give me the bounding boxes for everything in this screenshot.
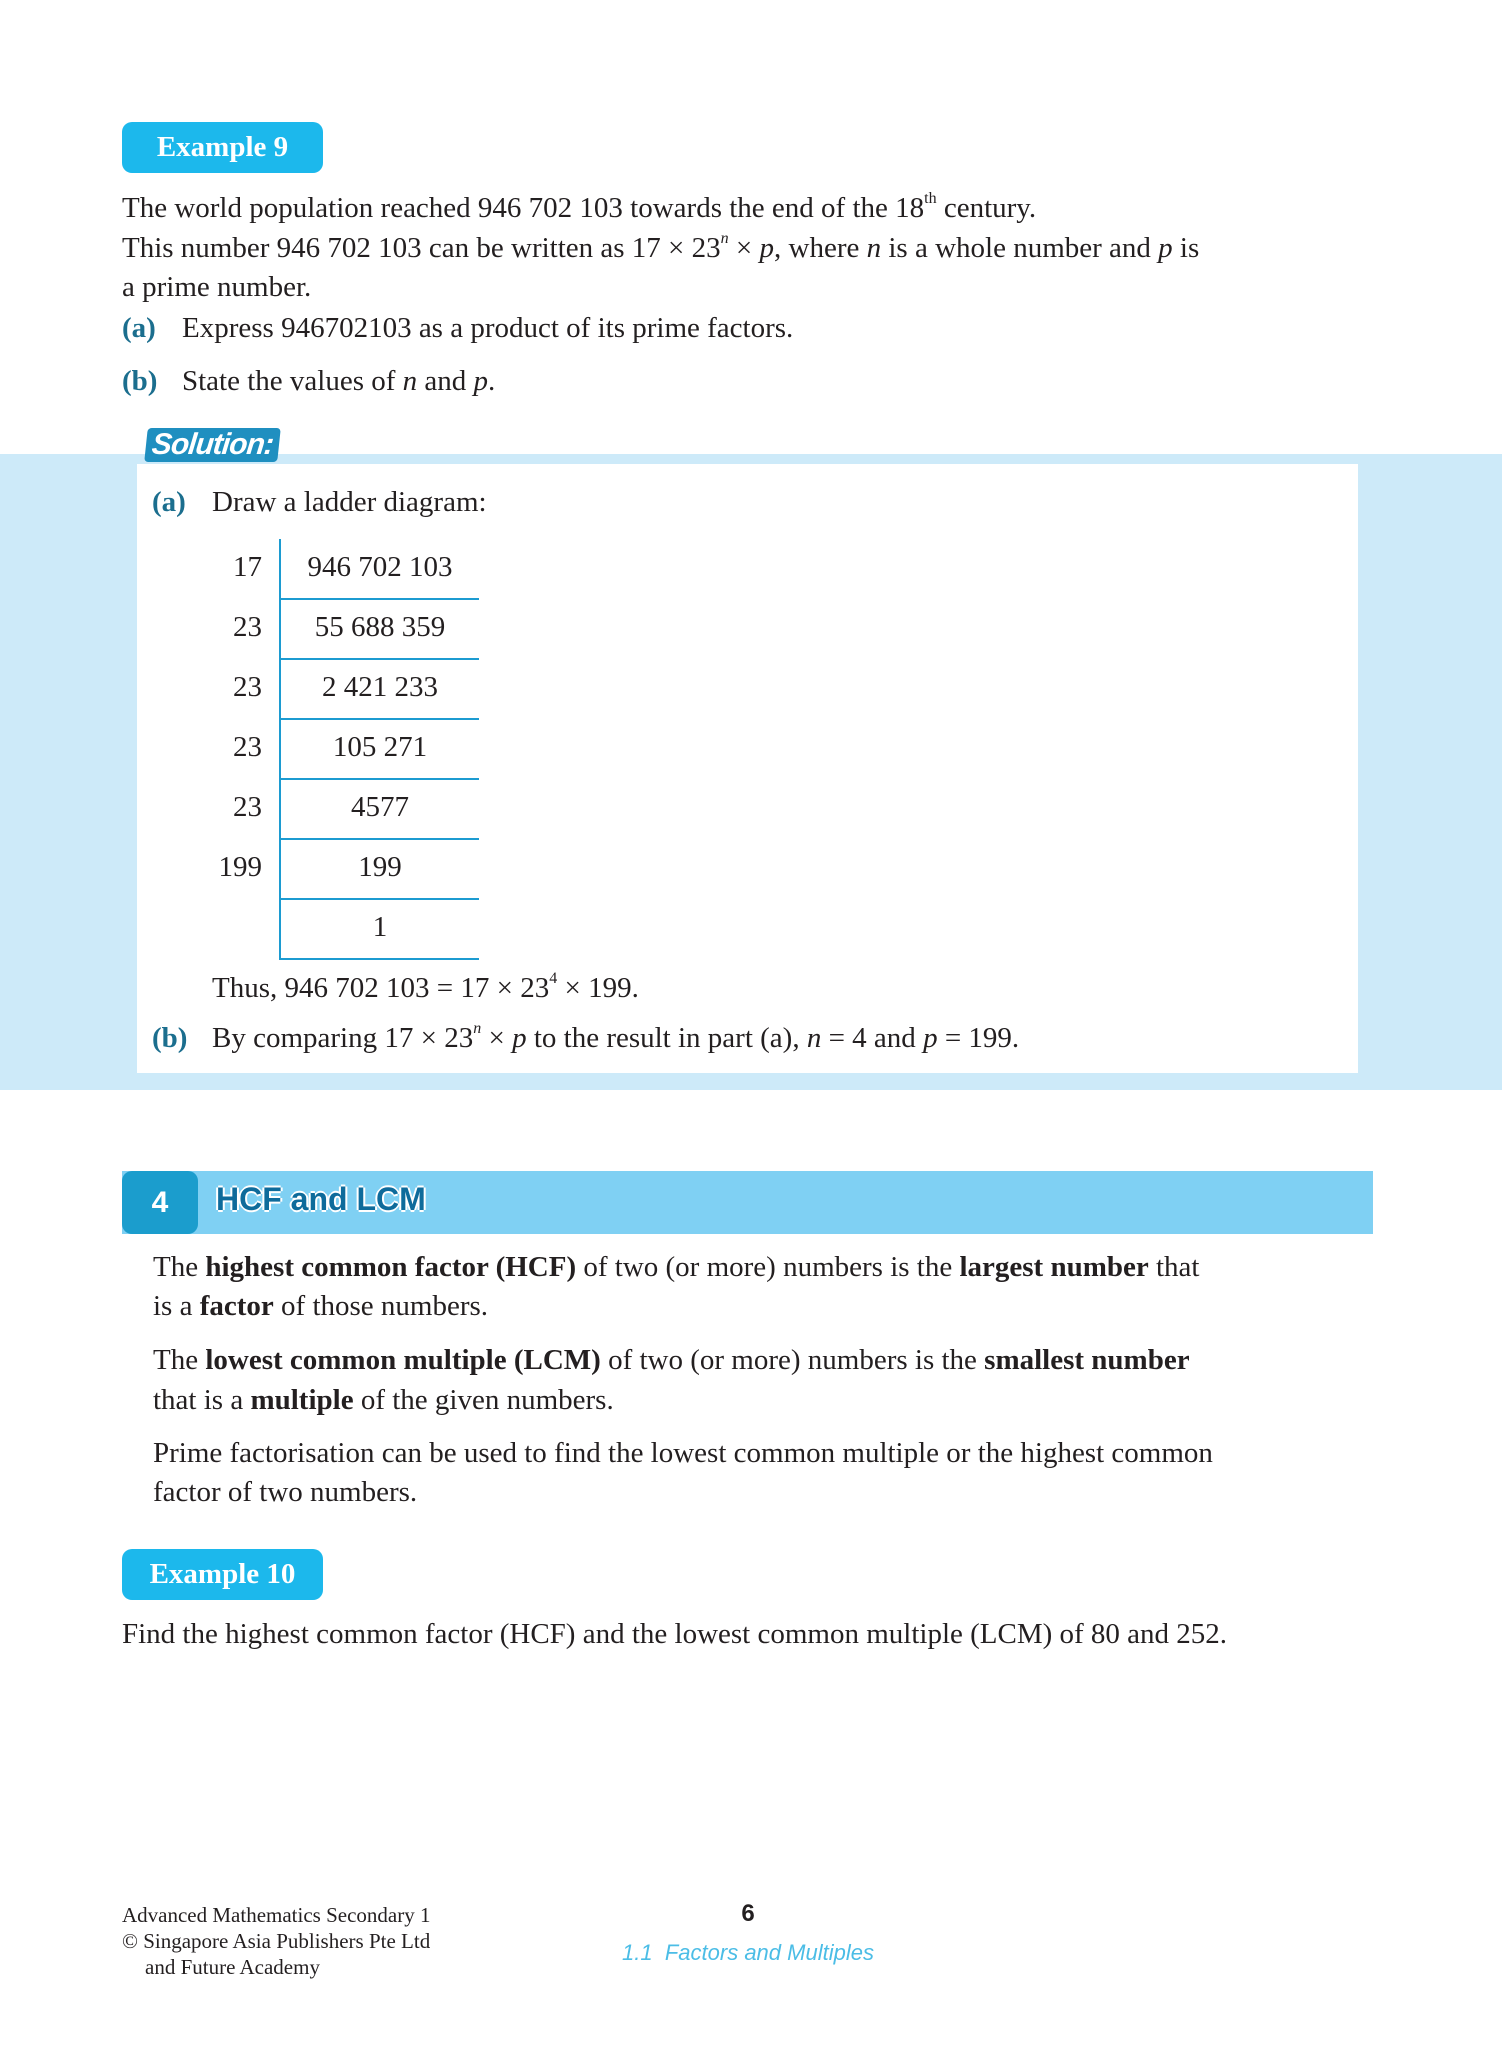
section-number: 4 [122, 1171, 198, 1234]
lcm-definition-cont: that is a multiple of the given numbers. [153, 1384, 614, 1416]
problem-line-2: This number 946 702 103 can be written as $17 \times 23^n \times p$, where n is a whole number and p is [122, 230, 1200, 264]
footer-publisher-2: and Future Academy [145, 1955, 320, 1979]
ladder-horizontal-line [279, 718, 479, 720]
ladder-divisor: 23 [233, 791, 262, 823]
footer-chapter: 1.1 Factors and Multiples [622, 1940, 874, 1965]
ladder-horizontal-line [279, 898, 479, 900]
ladder-value: 1 [372, 911, 388, 943]
solution-thus: Thus, 946 702 $103 = 17 \times 23^4 \times 199$. [212, 970, 639, 1004]
ladder-divisor: 23 [233, 671, 262, 703]
ladder-value: 946 702 103 [307, 551, 453, 583]
hcf-definition: The highest common factor (HCF) of two (or more) numbers is the largest number that [153, 1251, 1200, 1283]
prime-factorisation-note: Prime factorisation can be used to find the lowest common multiple or the highest common [153, 1437, 1213, 1469]
problem-line-3: a prime number. [122, 271, 312, 303]
section-title: HCF and LCM [216, 1181, 426, 1217]
ladder-divisor: 23 [233, 611, 262, 643]
hcf-definition-cont: is a factor of those numbers. [153, 1290, 489, 1322]
ladder-divisor: 199 [218, 851, 262, 883]
example-10-text: Find the highest common factor (HCF) and the lowest common multiple (LCM) of 80 and 252. [122, 1618, 1228, 1650]
ladder-horizontal-line [279, 838, 479, 840]
ladder-value: 105 271 [332, 731, 428, 763]
ladder-horizontal-line [279, 598, 479, 600]
footer-publisher: © Singapore Asia Publishers Pte Ltd [122, 1929, 431, 1953]
ladder-horizontal-line [279, 658, 479, 660]
ladder-divisor: 17 [233, 551, 262, 583]
ladder-value: 55 688 359 [314, 611, 446, 643]
ladder-value: 4577 [351, 791, 409, 823]
solution-b: (b) By comparing $17 \times 23^n \times p$ to the result in part (a), n = 4 and p = 199. [152, 1020, 1020, 1054]
question-a: (a) Express 946702103 as a product of its prime factors. [122, 312, 794, 344]
ladder-vertical-line [279, 539, 281, 959]
ladder-value: 2 421 233 [322, 671, 438, 703]
prime-factorisation-note-cont: factor of two numbers. [153, 1476, 418, 1508]
ladder-value: 199 [358, 851, 402, 883]
ladder-horizontal-line [279, 958, 479, 960]
ladder-divisor: 23 [233, 731, 262, 763]
solution-a: (a) Draw a ladder diagram: [152, 486, 487, 518]
lcm-definition: The lowest common multiple (LCM) of two (or more) numbers is the smallest number [153, 1344, 1190, 1376]
footer-book: Advanced Mathematics Secondary 1 [122, 1903, 431, 1927]
question-b: (b) State the values of n and p. [122, 365, 496, 397]
example-9-badge: Example 9 [122, 122, 323, 173]
solution-label: Solution: [144, 428, 281, 462]
problem-line-1: The world population reached 946 702 103 towards the end of the 18th century. [122, 190, 1037, 224]
page-number: 6 [741, 1900, 755, 1927]
example-10-badge: Example 10 [122, 1549, 323, 1600]
ladder-horizontal-line [279, 778, 479, 780]
